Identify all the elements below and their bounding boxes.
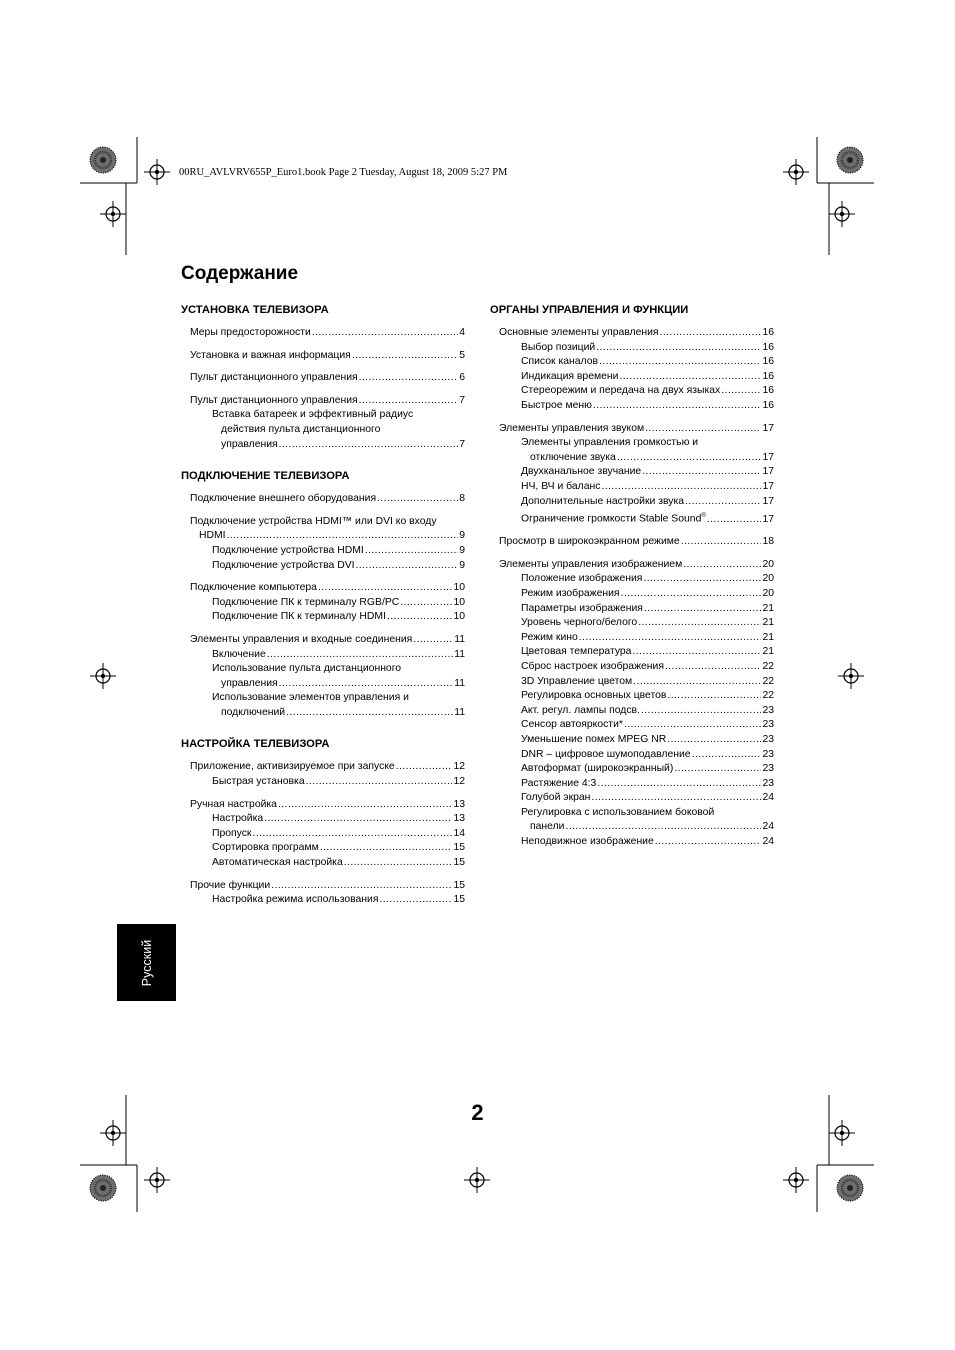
- toc-entry[interactable]: Неподвижное изображение ..... 24: [521, 835, 774, 850]
- toc-group: [490, 535, 774, 550]
- toc-entry[interactable]: управления ..... 7: [221, 438, 465, 453]
- toc-entry[interactable]: Подключение компьютера ..... 10: [190, 581, 465, 596]
- toc-group: [181, 515, 465, 573]
- toc-entry[interactable]: Индикация времени ..... 16: [521, 370, 774, 385]
- toc-entry[interactable]: Автоматическая настройка ..... 15: [212, 856, 465, 871]
- toc-entry[interactable]: Пропуск ..... 14: [212, 827, 465, 842]
- starburst-mark-top-left: [90, 147, 116, 173]
- starburst-mark-bottom-right: [837, 1175, 863, 1201]
- toc-entry[interactable]: Установка и важная информация ..... 5: [190, 349, 465, 364]
- toc-entry[interactable]: панели ..... 24: [530, 820, 774, 835]
- toc-entry[interactable]: Сброс настроек изображения ..... 22: [521, 660, 774, 675]
- toc-entry[interactable]: Прочие функции ..... 15: [190, 879, 465, 894]
- toc-entry[interactable]: Выбор позиций ..... 16: [521, 341, 774, 356]
- crosshair-mark: [829, 201, 855, 227]
- toc-entry[interactable]: НЧ, ВЧ и баланс ..... 17: [521, 480, 774, 495]
- toc-entry[interactable]: Ограничение громкости Stable Sound® ..... 17: [521, 509, 774, 527]
- toc-entry[interactable]: Быстрая установка ..... 12: [212, 775, 465, 790]
- toc-entry[interactable]: Пульт дистанционного управления ..... 6: [190, 371, 465, 386]
- starburst-mark-top-right: [837, 147, 863, 173]
- toc-entry[interactable]: Настройка режима использования ..... 15: [212, 893, 465, 908]
- crosshair-mark: [90, 663, 116, 689]
- toc-group: [181, 326, 465, 341]
- toc-entry[interactable]: Подключение внешнего оборудования ..... 8: [190, 492, 465, 507]
- toc-entry[interactable]: Подключение устройства HDMI ..... 9: [212, 544, 465, 559]
- toc-group: [490, 422, 774, 528]
- crosshair-mark: [464, 1167, 490, 1193]
- toc-entry[interactable]: Растяжение 4:3 ..... 23: [521, 777, 774, 792]
- language-tab: [117, 924, 176, 1001]
- toc-entry[interactable]: 3D Управление цветом ..... 22: [521, 675, 774, 690]
- page-title: Содержание: [181, 263, 299, 284]
- toc-entry[interactable]: Элементы управления звуком ..... 17: [499, 422, 774, 437]
- toc-left-column: [181, 302, 465, 924]
- toc-entry[interactable]: Параметры изображения ..... 21: [521, 602, 774, 617]
- toc-section-installation: [181, 302, 465, 452]
- toc-group: [181, 492, 465, 507]
- toc-group: [181, 394, 465, 452]
- toc-entry[interactable]: DNR – цифровое шумоподавление ..... 23: [521, 748, 774, 763]
- toc-entry[interactable]: Меры предосторожности ..... 4: [190, 326, 465, 341]
- crosshair-mark: [144, 159, 170, 185]
- registered-mark: ®: [701, 513, 706, 520]
- toc-entry[interactable]: управления ..... 11: [221, 677, 465, 692]
- toc-right-column: [490, 302, 774, 866]
- toc-entry[interactable]: Основные элементы управления ..... 16: [499, 326, 774, 341]
- toc-entry[interactable]: Просмотр в широкоэкранном режиме ..... 18: [499, 535, 774, 550]
- crosshair-mark: [783, 1167, 809, 1193]
- toc-entry[interactable]: Голубой экран ..... 24: [521, 791, 774, 806]
- toc-group: [181, 581, 465, 625]
- crosshair-mark: [838, 663, 864, 689]
- toc-entry-line: действия пульта дистанционного: [221, 423, 381, 435]
- toc-entry-line: Элементы управления громкостью и: [521, 437, 699, 449]
- toc-group: [490, 326, 774, 414]
- toc-entry[interactable]: Цветовая температура ..... 21: [521, 645, 774, 660]
- section-title: НАСТРОЙКА ТЕЛЕВИЗОРА: [181, 738, 330, 751]
- toc-entry[interactable]: Двухканальное звучание ..... 17: [521, 465, 774, 480]
- toc-entry[interactable]: Акт. регул. лампы подсв. ..... 23: [521, 704, 774, 719]
- toc-entry-line: Использование элементов управления и: [212, 692, 409, 704]
- toc-entry[interactable]: Элементы управления и входные соединения ..... 11: [190, 633, 465, 648]
- toc-section-connection: [181, 468, 465, 720]
- toc-entry[interactable]: Сортировка программ ..... 15: [212, 841, 465, 856]
- toc-group: [490, 558, 774, 850]
- toc-entry[interactable]: Режим кино ..... 21: [521, 631, 774, 646]
- toc-entry[interactable]: Список каналов ..... 16: [521, 355, 774, 370]
- language-tab-label: Русский: [139, 939, 154, 986]
- toc-entry[interactable]: Стереорежим и передача на двух языках ..... 16: [521, 384, 774, 399]
- print-header: 00RU_AVLVRV655P_Euro1.book Page 2 Tuesday, August 18, 2009 5:27 PM: [179, 167, 508, 178]
- toc-group: [181, 798, 465, 871]
- toc-section-controls: [490, 302, 774, 850]
- toc-entry-line: Вставка батареек и эффективный радиус: [212, 409, 414, 421]
- toc-entry-line: Регулировка с использованием боковой: [521, 806, 715, 818]
- toc-entry[interactable]: Элементы управления изображением ..... 20: [499, 558, 774, 573]
- toc-group: [181, 879, 465, 908]
- toc-entry[interactable]: отключение звука ..... 17: [530, 451, 774, 466]
- toc-entry[interactable]: Автоформат (широкоэкранный) ..... 23: [521, 762, 774, 777]
- crosshair-mark: [144, 1167, 170, 1193]
- crosshair-mark: [100, 201, 126, 227]
- toc-group: [181, 349, 465, 364]
- toc-entry[interactable]: Настройка ..... 13: [212, 812, 465, 827]
- toc-group: [181, 760, 465, 789]
- toc-entry[interactable]: Уровень черного/белого ..... 21: [521, 616, 774, 631]
- toc-group: [181, 371, 465, 386]
- toc-entry[interactable]: Положение изображения ..... 20: [521, 572, 774, 587]
- section-title: ПОДКЛЮЧЕНИЕ ТЕЛЕВИЗОРА: [181, 470, 350, 483]
- toc-entry[interactable]: Ручная настройка ..... 13: [190, 798, 465, 813]
- toc-entry[interactable]: Подключение ПК к терминалу RGB/PC ..... 10: [212, 596, 465, 611]
- section-title: ОРГАНЫ УПРАВЛЕНИЯ И ФУНКЦИИ: [490, 304, 689, 316]
- toc-entry[interactable]: Сенсор автояркости* ..... 23: [521, 718, 774, 733]
- toc-entry-line: Использование пульта дистанционного: [212, 663, 402, 675]
- toc-entry[interactable]: Дополнительные настройки звука ..... 17: [521, 495, 774, 510]
- toc-entry[interactable]: Регулировка основных цветов ..... 22: [521, 689, 774, 704]
- toc-entry[interactable]: Подключение ПК к терминалу HDMI ..... 10: [212, 610, 465, 625]
- section-title: УСТАНОВКА ТЕЛЕВИЗОРА: [181, 304, 329, 316]
- page-number: 2: [471, 1100, 484, 1125]
- crosshair-mark: [783, 159, 809, 185]
- toc-entry[interactable]: подключений ..... 11: [221, 706, 465, 721]
- toc-entry[interactable]: Режим изображения ..... 20: [521, 587, 774, 602]
- toc-entry[interactable]: Пульт дистанционного управления ..... 7: [190, 394, 465, 409]
- toc-entry-line: Подключение устройства HDMI™ или DVI ко входу: [190, 515, 437, 527]
- toc-entry[interactable]: Уменьшение помех MPEG NR ..... 23: [521, 733, 774, 748]
- toc-section-setup: [181, 736, 465, 907]
- starburst-mark-bottom-left: [90, 1175, 116, 1201]
- toc-entry[interactable]: Включение ..... 11: [212, 648, 465, 663]
- toc-entry[interactable]: Быстрое меню ..... 16: [521, 399, 774, 414]
- toc-entry[interactable]: Приложение, активизируемое при запуске ..... 12: [190, 760, 465, 775]
- toc-entry[interactable]: HDMI ..... 9: [199, 529, 465, 544]
- toc-group: [181, 633, 465, 721]
- toc-entry[interactable]: Подключение устройства DVI ..... 9: [212, 559, 465, 574]
